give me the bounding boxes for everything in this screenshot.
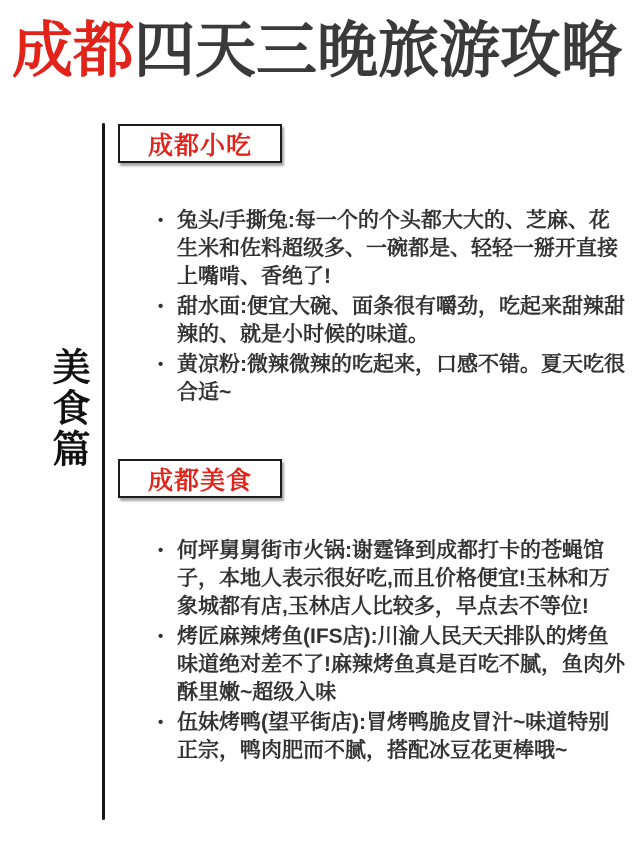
list-item-text: 兔头/手撕兔:每一个的个头都大大的、芝麻、花生米和佐料超级多、一碗都是、轻轻一掰开直接上嘴啃、香绝了!: [177, 209, 618, 288]
list-item: [152, 537, 626, 621]
bullet-icon: •: [158, 298, 164, 315]
list-item-text: 黄凉粉:微辣微辣的吃起来，口感不错。夏天吃很合适~: [177, 353, 625, 404]
list-item: [152, 293, 626, 349]
list-item: [152, 623, 626, 707]
bullet-icon: •: [158, 628, 164, 645]
list-item: [152, 709, 626, 765]
section-heading-food-label: 成都美食: [147, 466, 252, 495]
bullet-icon: •: [158, 212, 164, 229]
list-item-text: 甜水面:便宜大碗、面条很有嚼劲，吃起来甜辣甜辣的、就是小时候的味道。: [177, 295, 625, 346]
list-item-text: 伍妹烤鸭(望平街店):冒烤鸭脆皮冒汁~味道特别正宗，鸭肉肥而不腻，搭配冰豆花更棒哦~: [177, 711, 610, 762]
bullet-icon: •: [158, 714, 164, 731]
vertical-divider: [102, 123, 105, 820]
bullet-icon: •: [158, 542, 164, 559]
page-title-highlight: 成都: [12, 16, 135, 84]
chapter-side-label: 美食篇: [46, 347, 88, 470]
food-list: [152, 537, 626, 767]
section-heading-snacks-label: 成都小吃: [147, 131, 252, 160]
section-heading-snacks: [118, 124, 282, 163]
list-item-text: 何坪舅舅街市火锅:谢霆锋到成都打卡的苍蝇馆子，本地人表示很好吃,而且价格便宜!玉林和万象城都有店,玉林店人比较多，早点去不等位!: [177, 539, 610, 618]
section-heading-food: [118, 459, 282, 498]
page-title: [12, 10, 622, 90]
list-item: [152, 207, 626, 291]
bullet-icon: •: [158, 356, 164, 373]
page-title-rest: 四天三晚旅游攻略: [134, 16, 623, 84]
list-item: [152, 351, 626, 407]
snacks-list: [152, 207, 626, 409]
list-item-text: 烤匠麻辣烤鱼(IFS店):川渝人民天天排队的烤鱼味道绝对差不了!麻辣烤鱼真是百吃不腻，鱼肉外酥里嫩~超级入味: [177, 625, 625, 704]
